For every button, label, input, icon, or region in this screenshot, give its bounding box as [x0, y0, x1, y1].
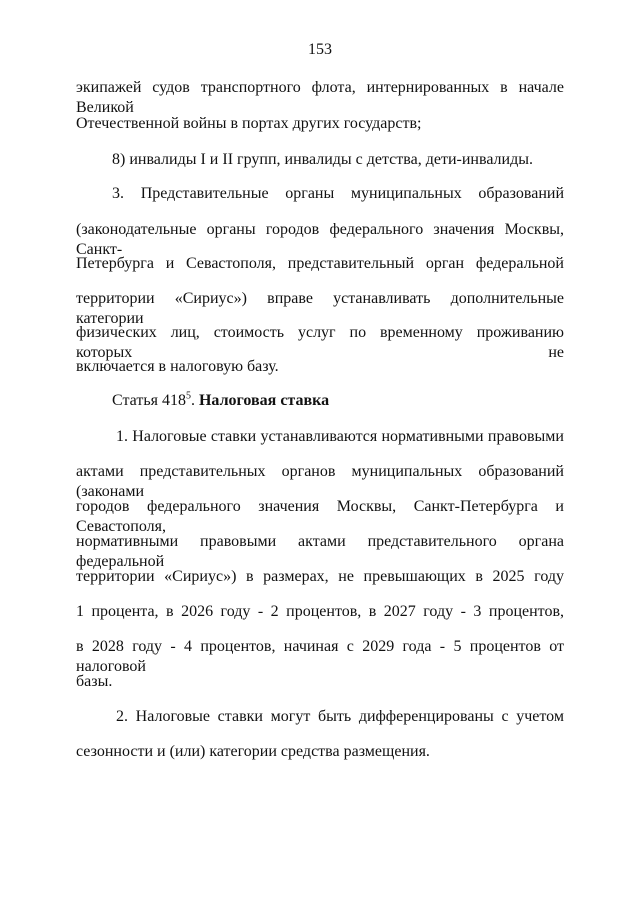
text-line: 1 процента, в 2026 году - 2 процентов, в 2027 году - 3 процентов,: [76, 603, 564, 620]
article-dot: .: [190, 392, 199, 409]
text-line: включается в налоговую базу.: [76, 358, 279, 375]
text-line: городов федерального значения Москвы, Санкт-Петербурга и Севастополя,: [76, 498, 564, 535]
text-line: Петербурга и Севастополя, представительный орган федеральной: [76, 255, 564, 272]
text-line: базы.: [76, 673, 113, 690]
text-line: в 2028 году - 4 процентов, начиная с 2029 года - 5 процентов от налоговой: [76, 638, 564, 675]
text-line: актами представительных органов муниципальных образований (законами: [76, 463, 564, 500]
article-prefix: Статья 418: [112, 392, 186, 409]
text-line: нормативными правовыми актами представительного органа федеральной: [76, 533, 564, 570]
text-line: территории «Сириус») в размерах, не превышающих в 2025 году: [76, 568, 564, 585]
text-line: физических лиц, стоимость услуг по временному проживанию которых не: [76, 324, 564, 361]
text-line: сезонности и (или) категории средства размещения.: [76, 743, 430, 760]
text-line: (законодательные органы городов федерального значения Москвы, Санкт-: [76, 221, 564, 258]
text-line: Отечественной войны в портах других государств;: [76, 115, 422, 132]
paragraph-3-first-line: 3. Представительные органы муниципальных образований: [112, 185, 564, 202]
text-line: экипажей судов транспортного флота, интернированных в начале Великой: [76, 79, 564, 116]
paragraph-2-first-line: 2. Налоговые ставки могут быть дифференцированы с учетом: [116, 708, 564, 725]
list-item-8: 8) инвалиды I и II групп, инвалиды с детства, дети-инвалиды.: [112, 151, 533, 168]
article-heading: [112, 391, 564, 411]
paragraph-1-first-line: 1. Налоговые ставки устанавливаются нормативными правовыми: [116, 428, 564, 445]
article-superscript: 5: [185, 390, 191, 402]
article-title: Налоговая ставка: [198, 392, 330, 409]
page-number: 153: [308, 41, 332, 58]
text-line: территории «Сириус») вправе устанавливать дополнительные категории: [76, 290, 564, 327]
